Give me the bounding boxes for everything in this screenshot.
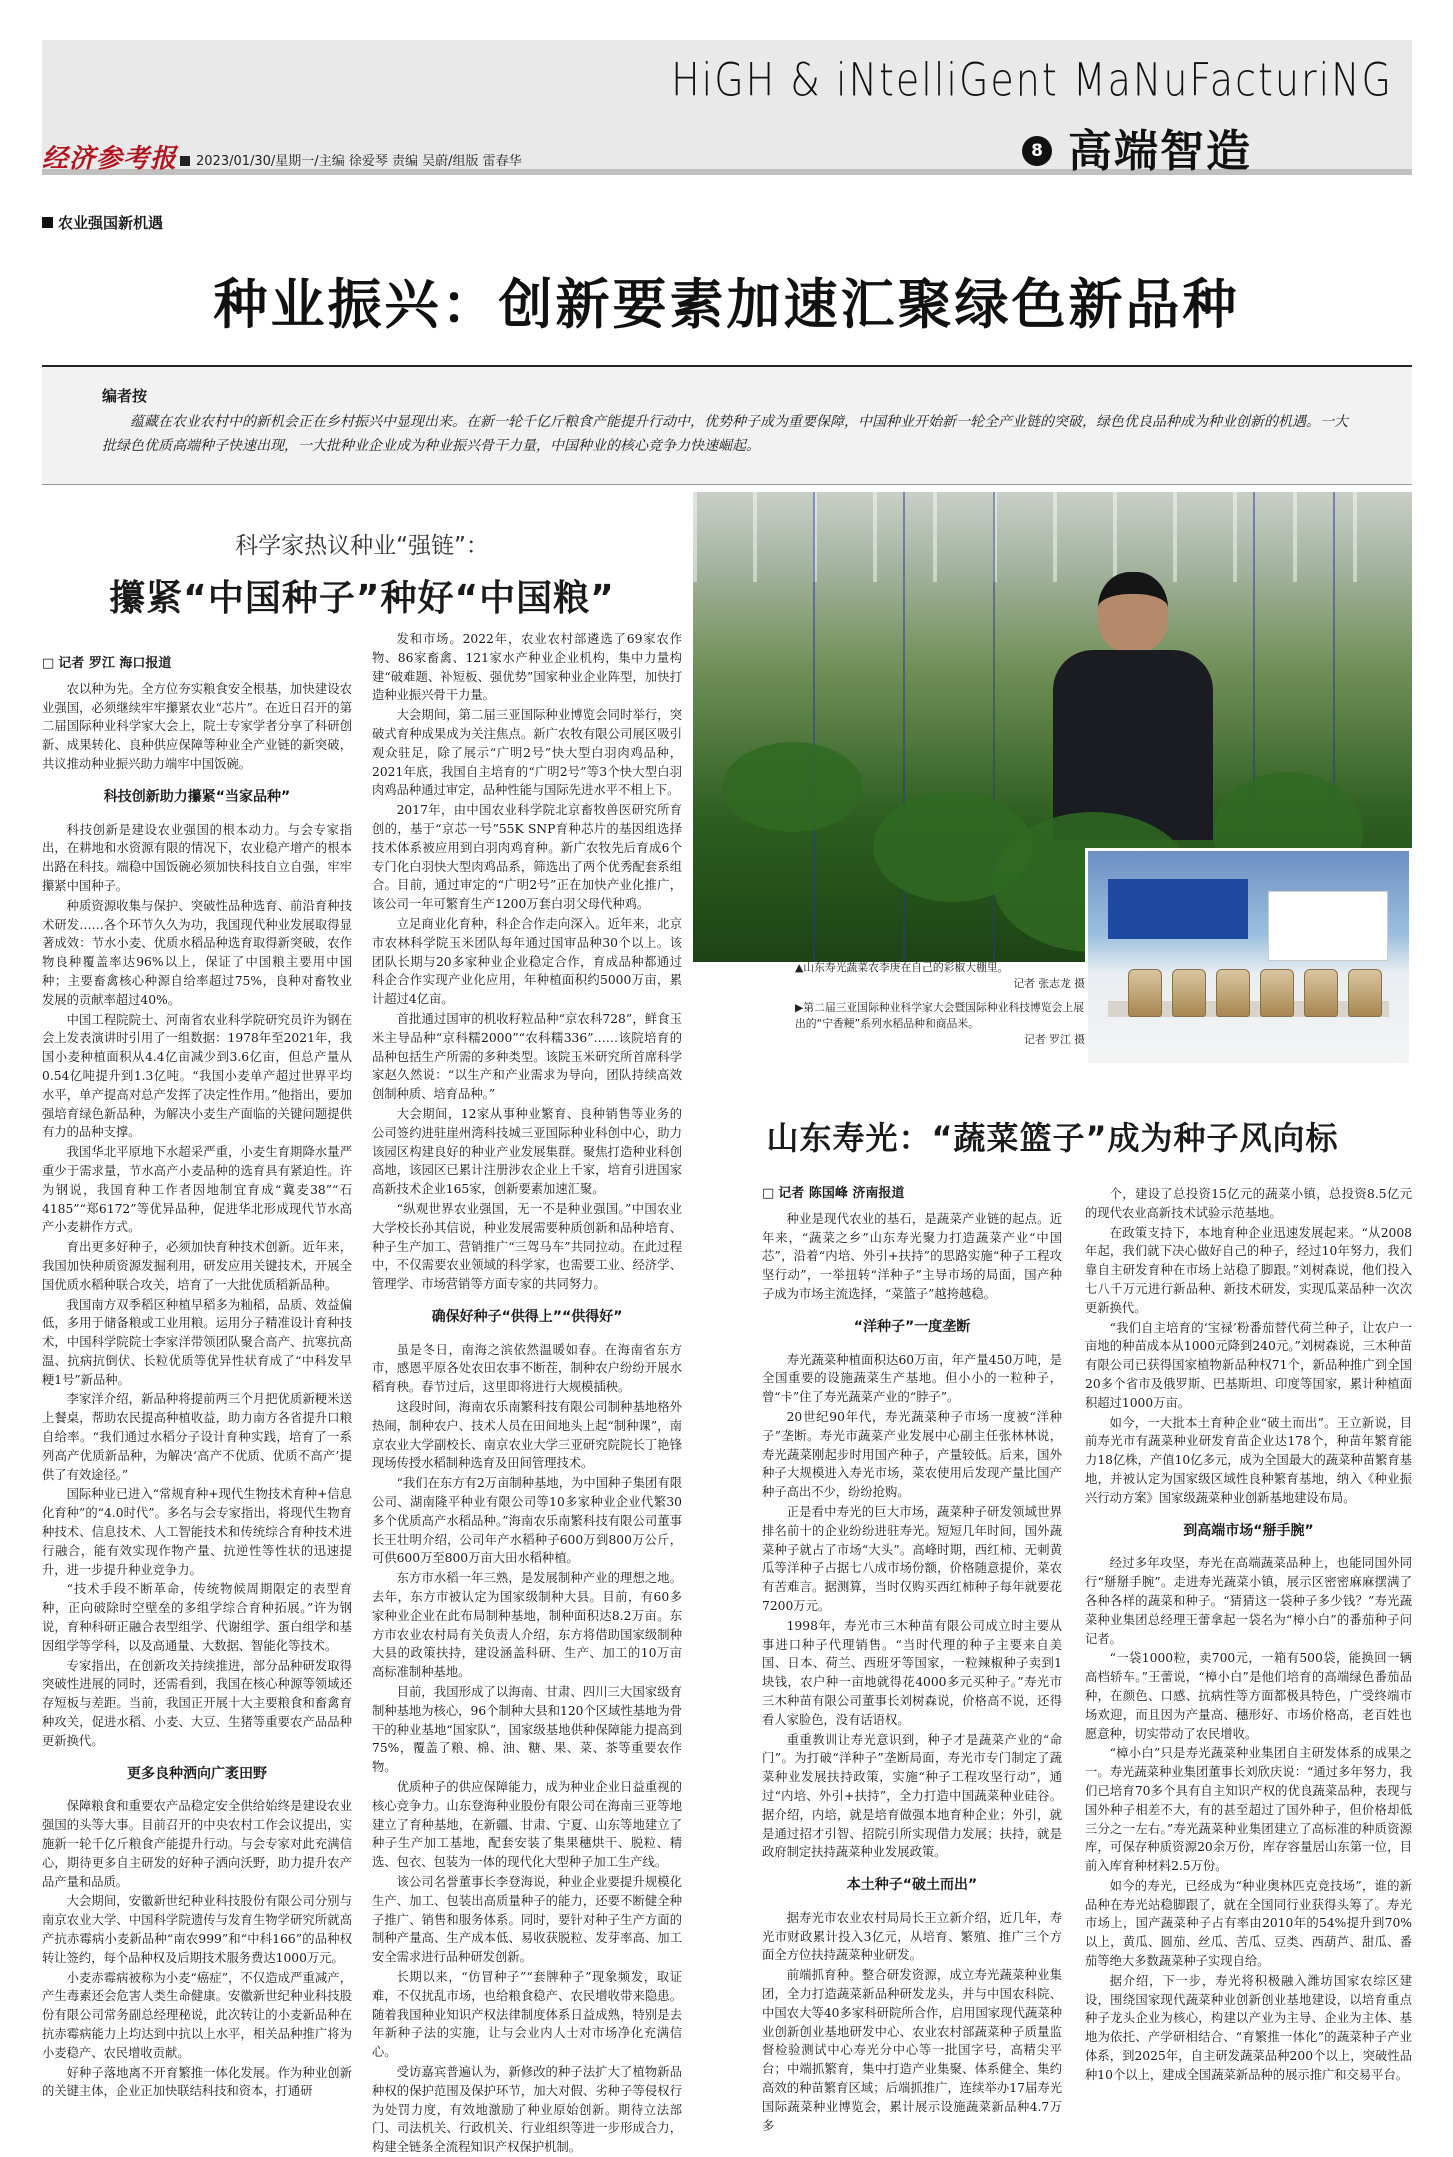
body-paragraph: 个，建设了总投资15亿元的蔬菜小镇，总投资8.5亿元的现代农业高新技术试验示范基地。 <box>1085 1187 1412 1220</box>
exhibit-board <box>1268 891 1388 961</box>
article2-column-1 <box>762 1185 1062 2133</box>
article1-headline: 攥紧“中国种子”种好“中国粮” <box>109 578 615 619</box>
article2-byline: □ 记者 陈国峰 济南报道 <box>762 1185 1062 1204</box>
editor-note-text: 蕴藏在农业农村中的新机会正在乡村振兴中显现出来。在新一轮千亿斤粮食产能提升行动中，优势种子成为重要保障，中国种业开始新一轮全产业链的突破，绿色优良品种成为种业创新的机遇。一大批绿色优质高端种子快速出现，一大批种业企业成为种业振兴骨干力量，中国种业的核心竞争力快速崛起。 <box>102 414 1348 454</box>
paper-logo: 经济参考报 <box>42 144 178 174</box>
section-name: 高端智造 <box>1068 126 1252 177</box>
body-paragraph: 种业是现代农业的基石，是蔬菜产业链的起点。近年来，“蔬菜之乡”山东寿光聚力打造蔬菜产业“中国芯”，沿着“内培、外引+扶持”的思路实施“种子工程攻坚行动”，一举扭转“洋种子”主导市场的局面，国产种子成为市场主流选择，“菜篮子”越挎越稳。 <box>762 1211 1062 1301</box>
body-paragraph: 寿光蔬菜种植面积达60万亩，年产量450万吨，是全国重要的设施蔬菜生产基地。但小小的一粒种子，曾“卡”住了寿光蔬菜产业的“脖子”。 <box>762 1352 1062 1405</box>
square-bullet-icon <box>180 156 190 166</box>
page-number-badge: 8 <box>1022 136 1052 166</box>
farmer-head <box>1098 572 1168 652</box>
article1-byline: □ 记者 罗江 海口报道 <box>42 655 352 674</box>
exhibit-banner <box>1108 879 1248 939</box>
section-subhead: “洋种子”一度垄断 <box>853 1318 971 1335</box>
body-paragraph: “樟小白”只是寿光蔬菜种业集团自主研发体系的成果之一。寿光蔬菜种业集团董事长刘欣庆说：“通过多年努力，我们已培育70多个具有自主知识产权的优良蔬菜品种，表现与国外种子相差不大，有的甚至超过了国外种子，但价格却低三分之一左右。”寿光蔬菜种业集团建立了高标准的种质资源库，可保存种质资源20余万份，库存容量居山东第一位，目前入库育种材料2.5万份。 <box>1085 1746 1412 1874</box>
section-subhead: 到高端市场“掰手腕” <box>1183 1522 1314 1539</box>
body-paragraph: 经过多年攻坚，寿光在高端蔬菜品种上，也能同国外同行“掰掰手腕”。走进寿光蔬菜小镇，展示区密密麻麻摆满了各种各样的蔬菜和种子。“猜猜这一袋种子多少钱？”寿光蔬菜种业集团总经理王蕾拿起一袋名为“樟小白”的番茄种子问记者。 <box>1085 1556 1412 1646</box>
article2-column-2 <box>1085 1185 1412 2082</box>
body-paragraph: 首批通过国审的机收籽粒品种“京农科728”，鲜食玉米主导品种“京科糯2000”“农科糯336”……该院培育的品种包括生产所需的多种类型。该院玉米研究所首席科学家赵久然说：“以生产和产业需求为导向，团队持续高效创制种质、培育品种。” <box>372 1011 682 1102</box>
column-tag: 农业强国新机遇 <box>42 212 163 233</box>
body-paragraph: “一袋1000粒，卖700元，一箱有500袋，能换回一辆高档轿车。”王蕾说，“樟小白”是他们培育的高端绿色番茄品种，在颜色、口感、抗病性等方面都极具特色，广受终端市场欢迎，而且因为产量高、穗形好、市场价格高，老百姓也愿意种，切实带动了农民增收。 <box>1085 1651 1412 1741</box>
main-headline: 种业振兴：创新要素加速汇聚绿色新品种 <box>213 273 1240 336</box>
body-paragraph: 虽是冬日，南海之滨依然温暖如春。在海南省东方市，感恩平原各处农田农事不断茬，制种农户纷纷开展水稻育秧。春节过后，这里即将进行大规模插秧。 <box>372 1342 682 1395</box>
body-paragraph: 发和市场。2022年，农业农村部遴选了69家农作物、86家畜禽、121家水产种业企业机构，集中力量构建“破难题、补短板、强优势”国家种业企业阵型，加快打造种业振兴骨干力量。 <box>372 632 682 703</box>
article1-column-1 <box>42 655 352 2099</box>
rice-jar <box>1260 969 1294 1017</box>
body-paragraph: 农以种为先。全方位夯实粮食安全根基，加快建设农业强国，必须继续牢牢攥紧农业“芯片”。在近日召开的第二届国际种业科学家大会上，院士专家学者分享了科研创新、成果转化、良种供应保障等种业全产业链的新突破，共议推动种业振兴助力端牢中国饭碗。 <box>42 681 352 771</box>
body-paragraph: 这段时间，海南农乐南繁科技有限公司制种基地格外热闹，制种农户、技术人员在田间地头上起“制种课”，南京农业大学副校长、南京农业大学三亚研究院院长丁艳锋现场传授水稻制种选育及田间管理技术。 <box>372 1400 682 1471</box>
body-paragraph: 大会期间，第二届三亚国际种业博览会同时举行，突破式育种成果成为关注焦点。新广农牧有限公司展区吸引观众驻足，除了展示“广明2号”快大型白羽肉鸡品种，2021年底，我国自主培育的“广明2号”等3个快大型白羽肉鸡品种通过审定，品种性能与国际先进水平不相上下。 <box>372 708 682 798</box>
main-photo-caption: ▲山东寿光蔬菜农李庚在自己的彩椒大棚里。 <box>795 961 1009 974</box>
body-paragraph: 长期以来，“仿冒种子”“套牌种子”现象频发，取证难，不仅扰乱市场，也给粮食稳产、农民增收带来隐患。随着我国种业知识产权法律制度体系日益成熟，特别是去年新种子法的实施，让与会业内人士对市场净化充满信心。 <box>372 1969 682 2060</box>
body-paragraph: 我国华北平原地下水超采严重，小麦生育期降水量严重少于需求量，节水高产小麦品种的选育具有紧迫性。许为钢说，我国育种工作者因地制宜育成“冀麦38”“石4185”“郑6172”等优异品种，促进华北形成现代节水高产小麦耕作方式。 <box>42 1145 352 1235</box>
farmer-figure <box>1053 572 1213 832</box>
rice-jar <box>1172 969 1206 1017</box>
body-paragraph: 小麦赤霉病被称为小麦“癌症”，不仅造成严重减产，产生毒素还会危害人类生命健康。安徽新世纪种业科技股份有限公司常务副总经理秘说，此次转让的小麦新品种在抗赤霉病能力上均达到中抗以上水平，相关品种推广将为小麦稳产、农民增收贡献。 <box>42 1970 352 2060</box>
rice-jar <box>1128 969 1162 1017</box>
body-paragraph: “技术手段不断革命，传统物候周期限定的表型育种，正向破除时空壁垒的多组学综合育种拓展。”许为钢说，育种科研正融合表型组学、代谢组学、蛋白组学和基因组学等学科，以及高通量、大数据、智能化等技术。 <box>42 1582 352 1653</box>
body-paragraph: 科技创新是建设农业强国的根本动力。与会专家指出，在耕地和水资源有限的情况下，农业稳产增产的根本出路在科技。端稳中国饭碗必须加快科技自立自强，牢牢攥紧中国种子。 <box>42 822 352 893</box>
article2-headline: 山东寿光：“蔬菜篮子”成为种子风向标 <box>766 1119 1339 1157</box>
main-photo-credit: 记者 张志龙 摄 <box>1013 977 1085 990</box>
body-paragraph: 大会期间，12家从事种业繁育、良种销售等业务的公司签约进驻崖州湾科技城三亚国际种业科创中心，助力该园区构建良好的种业产业发展集群。聚焦打造种业科创高地，该园区已累计注册涉农企业上千家，培育引进国家高新技术企业165家，创新要素加速汇聚。 <box>372 1106 682 1197</box>
body-paragraph: 1998年，寿光市三木种苗有限公司成立时主要从事进口种子代理销售。“当时代理的种子主要来自美国、日本、荷兰、西班牙等国家，一粒辣椒种子卖到1块钱，农户种一亩地就得花4000多元买种子。”寿光市三木种苗有限公司董事长刘树森说，价格高不说，还得看人家脸色，没有话语权。 <box>762 1618 1062 1727</box>
body-paragraph: 据寿光市农业农村局局长王立新介绍，近几年，寿光市财政累计投入3亿元，从培育、繁殖、推广三个方面全方位扶持蔬菜种业研发。 <box>762 1910 1062 1963</box>
article1-column-2 <box>372 630 682 2155</box>
body-paragraph: 重重教训让寿光意识到，种子才是蔬菜产业的“命门”。为打破“洋种子”垄断局面，寿光市专门制定了蔬菜种业发展扶持政策，实施“种子工程攻坚行动”，通过“内培、外引+扶持”，全力打造中国蔬菜种业硅谷。据介绍，内培，就是培育做强本地育种企业；外引，就是通过招才引智、招院引所实现借力发展；扶持，就是政府制定扶持蔬菜种业发展政策。 <box>762 1732 1062 1860</box>
body-paragraph: 育出更多好种子，必须加快育种技术创新。近年来，我国加快种质资源发掘利用，研发应用关键技术，开展全国优质水稻种联合攻关，培育了一大批优质稻新品种。 <box>42 1240 352 1292</box>
greenhouse-truss <box>693 492 1412 582</box>
body-paragraph: 东方市水稻一年三熟，是发展制种产业的理想之地。去年，东方市被认定为国家级制种大县。目前，有60多家种业企业在此布局制种基地，制种面积达8.2万亩。东方市农业农村局有关负责人介绍，东方将借助国家级制种大县的政策扶持，建设涵盖科研、生产、加工的10万亩高标准制种基地。 <box>372 1571 682 1680</box>
body-paragraph: 该公司名誉董事长李登海说，种业企业要提升规模化生产、加工、包装出高质量种子的能力，还要不断健全种子推广、销售和服务体系。同时，要针对种子生产方面的制种产量高、生产成本低、易收获脱粒、发芽率高、加工安全需求进行品种研发创新。 <box>372 1875 682 1965</box>
body-paragraph: 如今，一大批本土育种企业“破土而出”。王立新说，目前寿光市有蔬菜种业研发育苗企业达178个，种苗年繁育能力18亿株，产值10亿多元，成为全国最大的蔬菜种苗繁育基地，并被认定为国家级区域性良种繁育基地，纳入《种业振兴行动方案》国家级蔬菜种业创新基地建设布局。 <box>1085 1415 1412 1505</box>
body-paragraph: 目前，我国形成了以海南、甘肃、四川三大国家级育制种基地为核心，96个制种大县和120个区域性基地为骨干的种业基地“国家队”，国家级基地供种保障能力提高到75%，覆盖了粮、棉、油、糖、果、菜、茶等重要农作物。 <box>372 1685 682 1775</box>
inset-photo-credit: 记者 罗江 摄 <box>1024 1033 1085 1046</box>
body-paragraph: 正是看中寿光的巨大市场，蔬菜种子研发领域世界排名前十的企业纷纷进驻寿光。短短几年时间，国外蔬菜种子就占了市场“大头”。高峰时期，西红柿、无刺黄瓜等洋种子占据七八成市场份额，价格随意提价，菜农有苦难言。据测算，当时仅购买西红柿种子每年就要花7200万元。 <box>762 1504 1062 1613</box>
rice-jar <box>1304 969 1338 1017</box>
body-paragraph: 好种子落地离不开育繁推一体化发展。作为种业创新的关键主体，企业正加快联结科技和资本，打通研 <box>42 2065 352 2099</box>
body-paragraph: 2017年，由中国农业科学院北京畜牧兽医研究所育创的，基于“京芯一号”55K SNP育种芯片的基因组选择技术体系被应用到白羽肉鸡育种。新广农牧先后育成6个专门化白羽快大型肉鸡品系，筛选出了两个优秀配套系组合。目前，通过审定的“广明2号”正在加快产业化推广，该公司一年可繁育生产1200万套白羽父母代种鸡。 <box>372 803 682 912</box>
farmer-torso <box>1053 650 1213 840</box>
body-paragraph: 保障粮食和重要农产品稳定安全供给始终是建设农业强国的头等大事。目前召开的中央农村工作会议提出，实施新一轮千亿斤粮食产能提升行动。与会专家对此充满信心，期待更多自主研发的好种子洒向沃野，助力提升农产品产量和品质。 <box>42 1799 352 1889</box>
editor-note-label: 编者按 <box>102 387 148 405</box>
photo-captions <box>795 960 1085 1056</box>
body-paragraph: 大会期间，安徽新世纪种业科技股份有限公司分别与南京农业大学、中国科学院遗传与发育生物学研究所就高产抗赤霉病小麦新品种“南农999”和“中科166”的品种权转让签约，每个品种权及后期技术服务费达1000万元。 <box>42 1894 352 1965</box>
rice-jar <box>1348 969 1382 1017</box>
section-subhead: 确保好种子“供得上”“供得好” <box>431 1308 623 1325</box>
pepper-leaves <box>723 742 863 832</box>
body-paragraph: 中国工程院院士、河南省农业科学院研究员许为钢在会上发表演讲时引用了一组数据：1978年至2021年，我国小麦种植面积从4.4亿亩减少到3.6亿亩，但总产量从0.54亿吨提升到1.3亿吨。“我国小麦单产超过世界平均水平，单产提高对总产发挥了决定性作用。”他指出，要加强培育绿色新品种，为解决小麦生产面临的关键问题提供有力的品种支撑。 <box>42 1012 352 1140</box>
body-paragraph: 我国南方双季稻区种植早稻多为籼稻，品质、效益偏低，多用于储备粮或工业用粮。运用分子精准设计育种技术，中国科学院院士李家洋带领团队聚合高产、抗寒抗高温、抗病抗倒伏、长粒优质等优异性状育成了“中科发早粳1号”新品种。 <box>42 1297 352 1387</box>
body-paragraph: 立足商业化育种，科企合作走向深入。近年来，北京市农林科学院玉米团队每年通过国审品种30个以上。该团队长期与20多家种业企业稳定合作，育成品种都通过科企合作实现产业化应用，年种植面积约5000万亩，累计超过4亿亩。 <box>372 916 682 1007</box>
body-paragraph: “纵观世界农业强国，无一不是种业强国。”中国农业大学校长孙其信说，种业发展需要种质创新和品种培育、种子生产加工、营销推广“三驾马车”共同拉动。在此过程中，不仅需要农业领域的科学家，也需要工业、经济学、管理学、市场营销等方面专家的共同努力。 <box>372 1201 682 1292</box>
body-paragraph: 国际种业已进入“常规育种+现代生物技术育种+信息化育种”的“4.0时代”。多名与会专家指出，将现代生物育种技术、信息技术、人工智能技术和传统综合育种技术进行融合，能有效实现作物产量、抗逆性等性状的迅速提升，进一步提升种业竞争力。 <box>42 1487 352 1577</box>
body-paragraph: 种质资源收集与保护、突破性品种选育、前沿育种技术研发……各个环节久久为功，我国现代种业发展取得显著成效：节水小麦、优质水稻品种选育取得新突破，农作物良种覆盖率达96%以上，保证了中国粮主要用中国种；主要畜禽核心种源自给率超过75%，良种对畜牧业发展的贡献率超过40%。 <box>42 898 352 1007</box>
rice-exhibit-photo <box>1085 848 1412 1066</box>
body-paragraph: 优质种子的供应保障能力，成为种业企业日益重视的核心竞争力。山东登海种业股份有限公司在海南三亚等地建立了育种基地，在新疆、甘肃、宁夏、山东等地建立了种子生产加工基地，配套安装了集果穗烘干、脱粒、精选、包衣、包装为一体的现代化大型种子加工生产线。 <box>372 1780 682 1870</box>
article1-header <box>42 497 682 621</box>
rice-jar <box>1216 969 1250 1017</box>
english-section-title: HiGH & iNtelliGent MaNuFacturiNG <box>671 53 1393 107</box>
section-subhead: 本土种子“破土而出” <box>846 1877 978 1894</box>
body-paragraph: 据介绍，下一步，寿光将积极融入潍坊国家农综区建设，围绕国家现代蔬菜种业创新创业基地建设，以培育重点种子龙头企业为核心，构建以产业为主导、企业为主体、基地为依托、产学研相结合、“育繁推一体化”的蔬菜种子产业体系，到2025年，自主研发蔬菜品种200个以上，突破性品种10个以上，建成全国蔬菜新品种的展示推广和交易平台。 <box>1085 1973 1412 2082</box>
section-subhead: 更多良种洒向广袤田野 <box>127 1765 267 1782</box>
body-paragraph: 如今的寿光，已经成为“种业奥林匹克竞技场”，谁的新品种在寿光站稳脚跟了，就在全国同行业获得头筹了。寿光市场上，国产蔬菜种子占有率由2010年的54%提升到70%以上，黄瓜、圆茄、丝瓜、苦瓜、豆类、西葫芦、甜瓜、番茄等绝大多数蔬菜种子实现自给。 <box>1085 1878 1412 1969</box>
body-paragraph: 前端抓育种。整合研发资源，成立寿光蔬菜种业集团，全力打造蔬菜新品种研发龙头，并与中国农科院、中国农大等40多家科研院所合作，启用国家现代蔬菜种业创新创业基地研发中心、农业农村部蔬菜种子质量监督检验测试中心寿光分中心等一批国字号，高精尖平台；中端抓繁育，集中打造产业集聚、体系健全、集约高效的种苗繁育区域；后端抓推广，连续举办17届寿光国际蔬菜种业博览会，累计展示设施蔬菜新品种4.7万多 <box>762 1968 1062 2133</box>
date-editors-text: 2023/01/30/星期一/主编 徐爱琴 责编 吴蔚/组版 雷春华 <box>196 154 522 169</box>
article1-kicker: 科学家热议种业“强链”： <box>235 533 489 559</box>
body-paragraph: 专家指出，在创新攻关持续推进，部分品种研发取得突破性进展的同时，还需看到，我国在核心种源等领域还存短板与差距。当前，我国正开展十大主要粮食和畜禽育种攻关，促进水稻、小麦、大豆、生猪等重要农产品品种更新换代。 <box>42 1658 352 1748</box>
body-paragraph: 20世纪90年代，寿光蔬菜种子市场一度被“洋种子”垄断。寿光市蔬菜产业发展中心副主任张林林说，寿光蔬菜刚起步时用国产种子，产量较低。后来，国外种子大规模进入寿光市场，菜农使用后发现产量比国产种子高出不少，纷纷抢购。 <box>762 1409 1062 1500</box>
body-paragraph: “我们在东方有2万亩制种基地，为中国种子集团有限公司、湖南隆平种业有限公司等10多家种业企业代繁30多个优质高产水稻品种。”海南农乐南繁科技有限公司董事长王壮明介绍，公司年产水稻种子600万到800万公斤，可供600万至800万亩大田水稻种植。 <box>372 1476 682 1566</box>
body-paragraph: “我们自主培育的‘宝禄’粉番茄替代荷兰种子，让农户一亩地的种苗成本从1000元降到240元。”刘树森说，三木种苗有限公司已获得国家植物新品种权71个，新品种推广到全国20多个省市及俄罗斯、巴基斯坦、印度等国家，累计种植面积超过1000万亩。 <box>1085 1320 1412 1410</box>
body-paragraph: 李家洋介绍，新品种将提前两三个月把优质新粳米送上餐桌，帮助农民提高种植收益，助力南方各省提升口粮自给率。“我们通过水稻分子设计育种实践，培育了一系列高产优质新品种，为解决‘高产不优质、优质不高产’提供了有效途径。” <box>42 1392 352 1482</box>
body-paragraph: 受访嘉宾普遍认为，新修改的种子法扩大了植物新品种权的保护范围及保护环节，加大对假、劣种子等侵权行为处罚力度，有效地激励了种业原始创新。期待立法部门、司法机关、行政机关、行业组织等进一步形成合力，构建全链条全流程知识产权保护机制。 <box>372 2064 682 2155</box>
trellis-wire <box>903 492 905 962</box>
inset-photo-caption: ▶第二届三亚国际种业科学家大会暨国际种业科技博览会上展出的“宁香粳”系列水稻品种和商品米。 <box>795 1001 1085 1030</box>
trellis-wire <box>813 492 815 962</box>
section-subhead: 科技创新助力攥紧“当家品种” <box>103 788 291 805</box>
body-paragraph: 在政策支持下，本地育种企业迅速发展起来。“从2008年起，我们就下决心做好自己的种子，经过10年努力，我们靠自主研发育种在市场上站稳了脚跟。”刘树森说，他们投入七八千万元进行新品种、新技术研发，实现瓜菜品种一次次更新换代。 <box>1085 1225 1412 1315</box>
editor-note <box>42 365 1412 485</box>
date-editors-line <box>180 150 522 169</box>
